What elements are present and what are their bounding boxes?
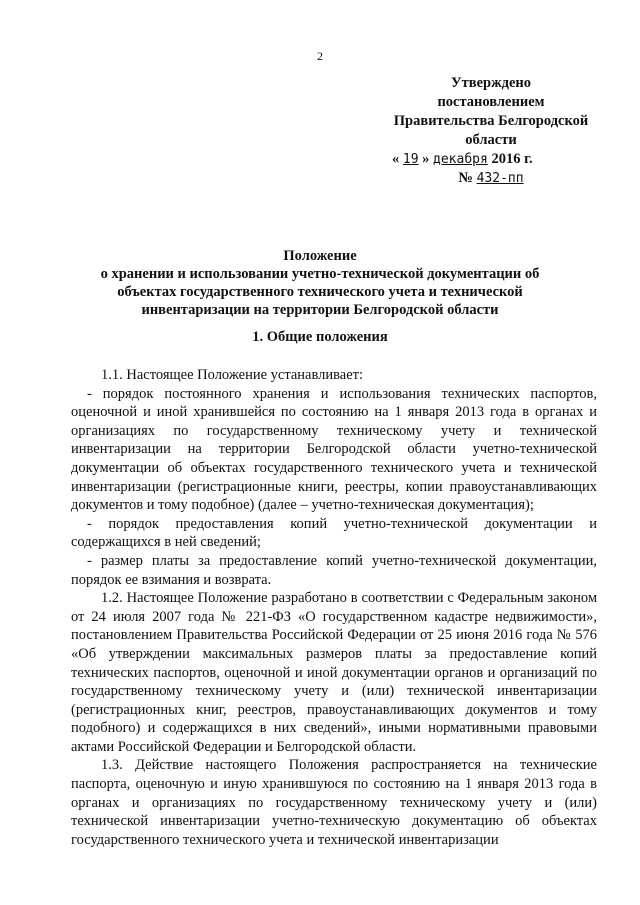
approval-line-4: области <box>465 132 517 148</box>
date-open-quote: « <box>392 151 400 167</box>
title-line-1: Положение <box>283 248 357 264</box>
paragraph: - порядок постоянного хранения и использования технических паспортов, оценочной и иной хранившейся по состоянию на 1 января 2013 года в органах и организациях по государственному техническому учету и технической инвентаризации на территории Белгородской области учетно-технической документации об объектах государственного технического учета и технической инвентаризации (регистрационные книги, реестры, копии правоустанавливающих документов и тому подобное) (далее – учетно-техническая документация); <box>71 385 597 514</box>
paragraph: - порядок предоставления копий учетно-технической документации и содержащихся в ней сведений; <box>71 515 597 551</box>
title-line-4: инвентаризации на территории Белгородской области <box>141 302 499 318</box>
approval-date <box>386 150 596 169</box>
paragraph: 1.1. Настоящее Положение устанавливает: <box>101 367 364 383</box>
date-year: 2016 г. <box>491 151 533 167</box>
page-number: 2 <box>317 49 323 63</box>
number-value: 432-пп <box>476 171 524 186</box>
approval-stamp <box>386 74 596 188</box>
paragraph: - размер платы за предоставление копий учетно-технической документации, порядок ее взимания и возврата. <box>71 552 597 588</box>
paragraph: 1.3. Действие настоящего Положения распространяется на технические паспорта, оценочную и иную хранившуюся по состоянию на 1 января 2013 года в органах и организациях по государственному техническому учету и (или) технической инвентаризации учетно-техническую документацию об объектах государственного технического учета и технической инвентаризации <box>71 757 597 848</box>
date-month: декабря <box>433 152 488 167</box>
approval-line-3: Правительства Белгородской <box>393 113 589 129</box>
document-body <box>71 366 597 849</box>
approval-line-2: постановлением <box>437 94 545 110</box>
title-line-2: о хранении и использовании учетно-технической документации об <box>100 266 540 282</box>
paragraph: 1.2. Настоящее Положение разработано в соответствии с Федеральным законом от 24 июля 2007 года № 221-ФЗ «О государственном кадастре недвижимости», постановлением Правительства Российской Федерации от 25 июня 2016 года № 576 «Об утверждении максимальных размеров платы за предоставление копий технических паспортов, оценочной и иной документации органов и организаций по государственному техническому учету и (или) технической инвентаризации (регистрационных книг, реестров, правоустанавливающих документов и тому подобного) и содержащихся в них сведений», иными нормативными правовыми актами Российской Федерации и Белгородской области. <box>71 590 597 755</box>
date-close-quote: » <box>422 151 430 167</box>
approval-number <box>386 169 596 188</box>
date-day: 19 <box>402 152 419 167</box>
title-line-3: объектах государственного технического учета и технической <box>117 284 523 300</box>
approval-line-1: Утверждено <box>451 75 531 91</box>
section-heading: 1. Общие положения <box>252 329 388 345</box>
number-label: № <box>458 170 473 186</box>
document-title <box>100 247 540 319</box>
